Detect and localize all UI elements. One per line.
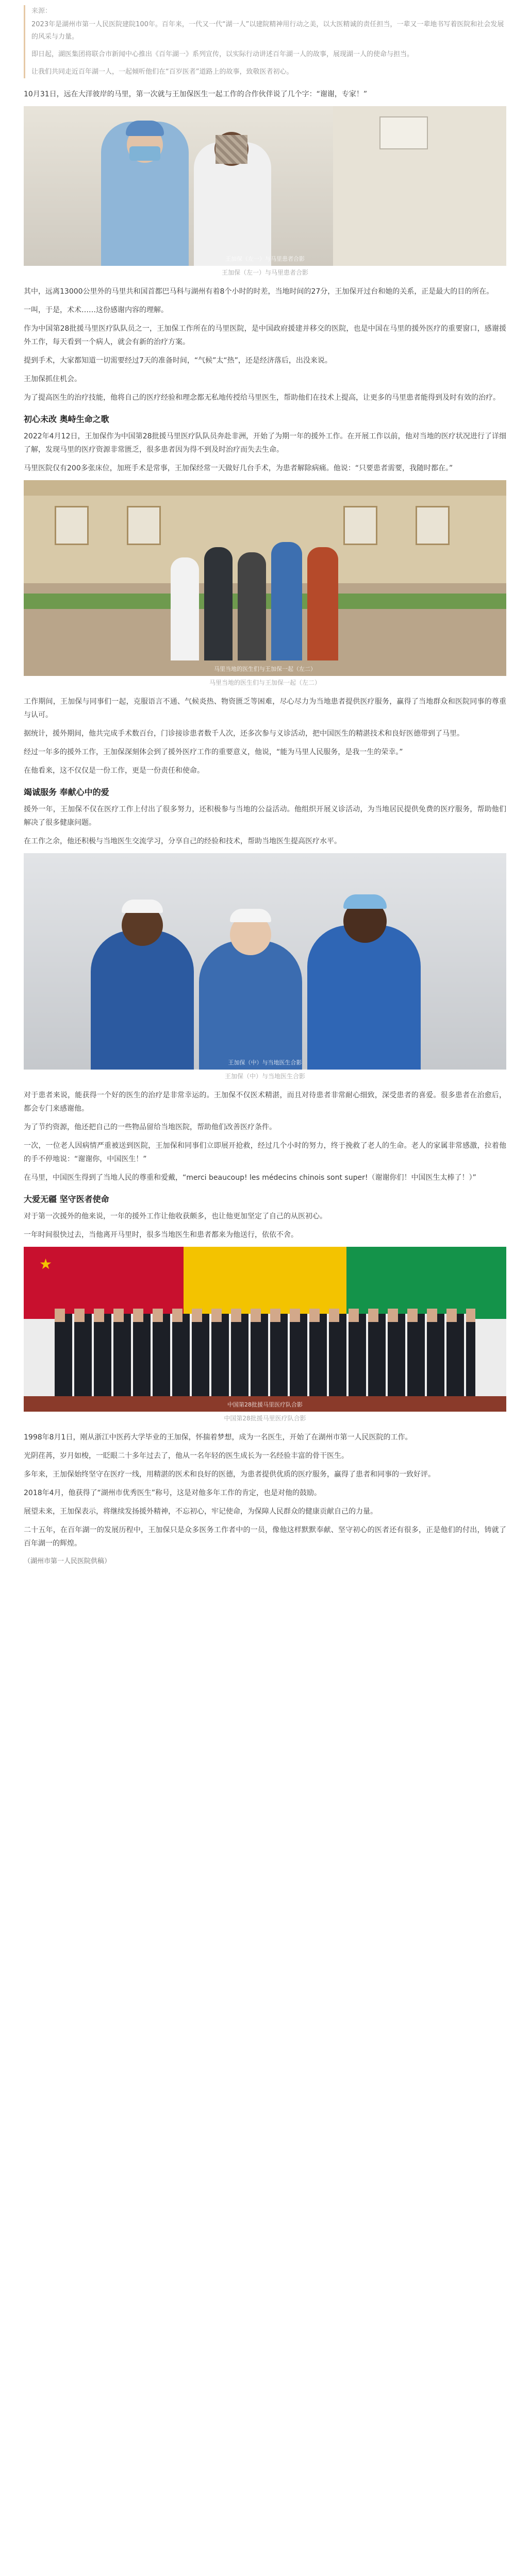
photo-watermark: 马里当地的医生们与王加保一起（左二）	[214, 666, 316, 672]
paragraph: 马里医院仅有200多张床位，加班手术是常事，王加保经常一天做好几台手术，为患者解除病痛。他说：“只要患者需要，我随时都在。”	[24, 464, 453, 472]
paragraph: 一年时间很快过去，当他离开马里时，很多当地医生和患者都来为他送行，依依不舍。	[24, 1231, 298, 1239]
paragraph: 展望未来，王加保表示，将继续发扬援外精神，不忘初心，牢记使命，为保障人民群众的健康贡献自己的力量。	[24, 1507, 377, 1516]
source-note: （湖州市第一人民医院供稿）	[24, 1557, 111, 1565]
photo-team-group: ★ 中国第28批援马里医疗队合影	[24, 1247, 506, 1412]
paragraph: 二十五年，在百年湖一的发展历程中，王加保只是众多医务工作者中的一员，像他这样默默奉献、坚守初心的医者还有很多，正是他们的付出，铸就了百年湖一的辉煌。	[24, 1526, 506, 1548]
photo-caption: 王加保（中）与当地医生合影	[224, 1073, 305, 1080]
paragraph: 10月31日，远在大洋彼岸的马里，第一次就与王加保医生一起工作的合作伙伴说了几个字：“谢谢，专家！”	[24, 90, 368, 98]
paragraph: 提到手术，大家都知道一切需要经过7天的准备时间，“气候”太“热”，还是经济落后，出没来说。	[24, 357, 332, 365]
intro-source: 来源：	[31, 7, 52, 15]
intro-line-1: 2023年是湖州市第一人民医院建院100年。百年来，一代又一代“湖一人”以建院精神用行动之美，以大医精诚的责任担当，一辈又一辈地书写着医院和社会发展的风采与力量。	[31, 21, 504, 41]
paragraph: 工作期间，王加保与同事们一起，克服语言不通、气候炎热、物资匮乏等困难，尽心尽力为当地患者提供医疗服务，赢得了当地群众和医院同事的尊重与认可。	[24, 698, 506, 719]
paragraph: 援外一年，王加保不仅在医疗工作上付出了很多努力，还积极参与当地的公益活动。他组织开展义诊活动，为当地居民提供免费的医疗服务，帮助他们解决了很多健康问题。	[24, 805, 506, 827]
paragraph: 2022年4月12日，王加保作为中国第28批援马里医疗队队员奔赴非洲，开始了为期一年的援外工作。在开展工作以前，他对当地的医疗状况进行了详细了解，发现马里的医疗资源非常匮乏，很多患者因为得不到及时治疗而失去生命。	[24, 432, 506, 454]
paragraph: 对于第一次援外的他来说，一年的援外工作让他收获颇多，也让他更加坚定了自己的从医初心。	[24, 1212, 327, 1221]
photo-three-doctors	[24, 853, 506, 1070]
paragraph: 在工作之余，他还积极与当地医生交流学习，分享自己的经验和技术，帮助当地医生提高医疗水平。	[24, 837, 341, 845]
photo-watermark: 王加保（左一）与马里患者合影	[225, 256, 305, 262]
photo-doctor-with-patient	[24, 106, 506, 266]
paragraph: 王加保抓住机会。	[24, 375, 81, 383]
section-title: 初心未改 奥峙生命之歌	[24, 414, 109, 424]
paragraph: 2018年4月，他获得了“湖州市优秀医生”称号，这是对他多年工作的肯定，也是对他的鼓励。	[24, 1489, 322, 1497]
article-content	[24, 0, 506, 1572]
photo-caption: 马里当地的医生们与王加保一起（左二）	[209, 679, 321, 686]
paragraph: 为了节约资源，他还把自己的一些物品留给当地医院，帮助他们改善医疗条件。	[24, 1123, 276, 1131]
paragraph: 多年来，王加保始终坚守在医疗一线，用精湛的医术和良好的医德，为患者提供优质的医疗服务，赢得了患者和同事的一致好评。	[24, 1470, 435, 1479]
paragraph: 光阴荏苒，岁月如梭，一眨眼二十多年过去了，他从一名年轻的医生成长为一名经验丰富的骨干医生。	[24, 1452, 349, 1460]
paragraph: 为了提高医生的治疗技能，他将自己的医疗经验和理念都无私地传授给马里医生，帮助他们在技术上提高，让更多的马里患者能得到及时有效的治疗。	[24, 394, 500, 402]
paragraph: 1998年8月1日，刚从浙江中医药大学毕业的王加保，怀揣着梦想，成为一名医生，开始了在湖州市第一人民医院的工作。	[24, 1433, 412, 1442]
photo-caption: 中国第28批援马里医疗队合影	[224, 1415, 306, 1422]
intro-line-3: 让我们共同走近百年湖一人，一起倾听他们在“百岁医者”道路上的故事，致敬医者初心。	[31, 68, 293, 76]
paragraph: 其中，远离13000公里外的马里共和国首都巴马科与湖州有着8个小时的时差，当地时间的27分，王加保开过台和她的关系，正是最大的目的所在。	[24, 287, 494, 296]
paragraph: 在马里，中国医生得到了当地人民的尊重和爱戴，“merci beaucoup! les médecins chinois sont super!（谢谢你们！中国医生太棒了！）”	[24, 1174, 476, 1182]
photo-caption: 王加保（左一）与马里患者合影	[221, 269, 308, 276]
photo-watermark: 王加保（中）与当地医生合影	[228, 1059, 302, 1066]
paragraph: 经过一年多的援外工作，王加保深刻体会到了援外医疗工作的重要意义，他说，“能为马里人民服务，是我一生的荣幸。”	[24, 748, 403, 756]
paragraph: 一次，一位老人因病情严重被送到医院，王加保和同事们立即展开抢救，经过几个小时的努力，终于挽救了老人的生命。老人的家属非常感激，拉着他的手不停地说：“谢谢你，中国医生！”	[24, 1142, 506, 1163]
section-title: 竭诚服务 奉献心中的爱	[24, 787, 109, 797]
paragraph: 作为中国第28批援马里医疗队队员之一，王加保工作所在的马里医院，是中国政府援建并移交的医院，也是中国在马里的援外医疗的重要窗口，感谢援外工作，每天看到一个病人，就会有新的治疗方案。	[24, 325, 506, 346]
section-title: 大爱无疆 坚守医者使命	[24, 1194, 109, 1204]
paragraph: 一叫，于是，术术……这份感谢内容的理解。	[24, 306, 168, 314]
paragraph: 在他看来，这不仅仅是一份工作，更是一份责任和使命。	[24, 767, 204, 775]
intro-block	[24, 5, 506, 78]
photo-watermark: 中国第28批援马里医疗队合影	[227, 1401, 303, 1408]
paragraph: 对于患者来说，能获得一个好的医生的治疗是非常幸运的。王加保不仅医术精湛，而且对待患者非常耐心细致，深受患者的喜爱。很多患者在治愈后，都会专门来感谢他。	[24, 1091, 506, 1113]
photo-group-outdoor	[24, 480, 506, 676]
intro-line-2: 即日起，湖医集团将联合市新闻中心推出《百年湖一》系列宣传，以实际行动讲述百年湖一人的故事，展现湖一人的使命与担当。	[31, 50, 414, 58]
paragraph: 据统计，援外期间，他共完成手术数百台，门诊接诊患者数千人次，还多次参与义诊活动，把中国医生的精湛技术和良好医德带到了马里。	[24, 730, 464, 738]
